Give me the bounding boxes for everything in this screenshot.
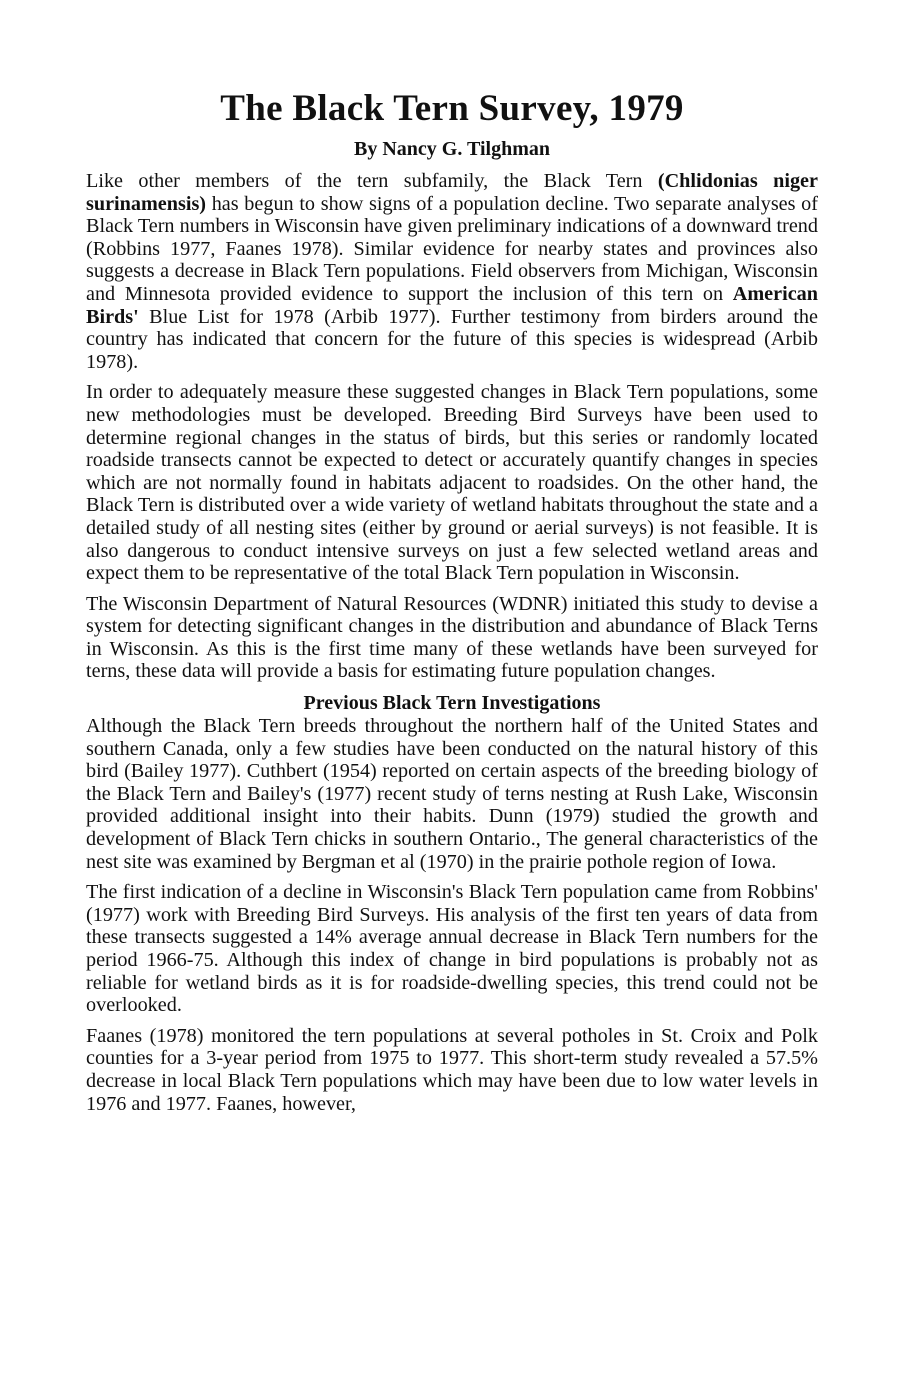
journal-name: American Birds' <box>86 282 818 328</box>
paragraph-intro <box>86 170 818 373</box>
intro-text-2: has begun to show signs of a population decline. Two separate analyses of Black Tern numbers in Wisconsin have given preliminary indications of a downward trend (Robbins 1977, Faanes 1978). Similar evidence for nearby states and provinces also suggests a decrease in Black Tern populations. Field observers from Michigan, Wisconsin and Minnesota provided evidence to support the inclusion of this tern on <box>86 192 818 305</box>
scientific-name: (Chlidonias niger surinamensis) <box>86 170 818 215</box>
article-byline: By Nancy G. Tilghman <box>354 138 550 160</box>
paragraph-previous-studies: Although the Black Tern breeds throughout the northern half of the United States and southern Canada, only a few studies have been conducted on the natural history of this bird (Bailey 1977). Cuthbert (1954) reported on certain aspects of the breeding biology of the Black Tern and Bailey's (1977) recent study of terns nesting at Rush Lake, Wisconsin provided additional insight into their habits. Dunn (1979) studied the growth and development of Black Tern chicks in southern Ontario., The general characteristics of the nest site was examined by Bergman et al (1970) in the prairie pothole region of Iowa. <box>86 715 818 873</box>
article-page <box>86 86 818 1123</box>
paragraph-wdnr: The Wisconsin Department of Natural Resources (WDNR) initiated this study to devise a system for detecting significant changes in the distribution and abundance of Black Terns in Wisconsin. As this is the first time many of these wetlands have been surveyed for terns, these data will provide a basis for estimating future population changes. <box>86 592 818 683</box>
intro-text-1: Like other members of the tern subfamily, the Black Tern <box>86 170 658 192</box>
paragraph-faanes: Faanes (1978) monitored the tern populations at several potholes in St. Croix and Polk counties for a 3-year period from 1975 to 1977. This short-term study revealed a 57.5% decrease in local Black Tern populations which may have been due to low water levels in 1976 and 1977. Faanes, however, <box>86 1024 818 1115</box>
paragraph-methods: In order to adequately measure these suggested changes in Black Tern populations, some new methodologies must be developed. Breeding Bird Surveys have been used to determine regional changes in the status of birds, but this series or randomly located roadside transects cannot be expected to detect or accurately quantify changes in species which are not normally found in habitats adjacent to roadsides. On the other hand, the Black Tern is distributed over a wide variety of wetland habitats throughout the state and a detailed study of all nesting sites (either by ground or aerial surveys) is not feasible. It is also dangerous to conduct intensive surveys on just a few selected wetland areas and expect them to be representative of the total Black Tern population in Wisconsin. <box>86 381 818 585</box>
intro-text-3: Blue List for 1978 (Arbib 1977). Further testimony from birders around the country has indicated that concern for the future of this species is widespread (Arbib 1978). <box>86 305 818 373</box>
article-title: The Black Tern Survey, 1979 <box>220 88 684 129</box>
paragraph-robbins: The first indication of a decline in Wisconsin's Black Tern population came from Robbins' (1977) work with Breeding Bird Surveys. His analysis of the first ten years of data from these transects suggested a 14% average annual decrease in Black Tern numbers for the period 1966-75. Although this index of change in bird populations is probably not as reliable for wetland birds as it is for roadside-dwelling species, this trend could not be overlooked. <box>86 881 818 1017</box>
section-heading: Previous Black Tern Investigations <box>303 692 601 715</box>
